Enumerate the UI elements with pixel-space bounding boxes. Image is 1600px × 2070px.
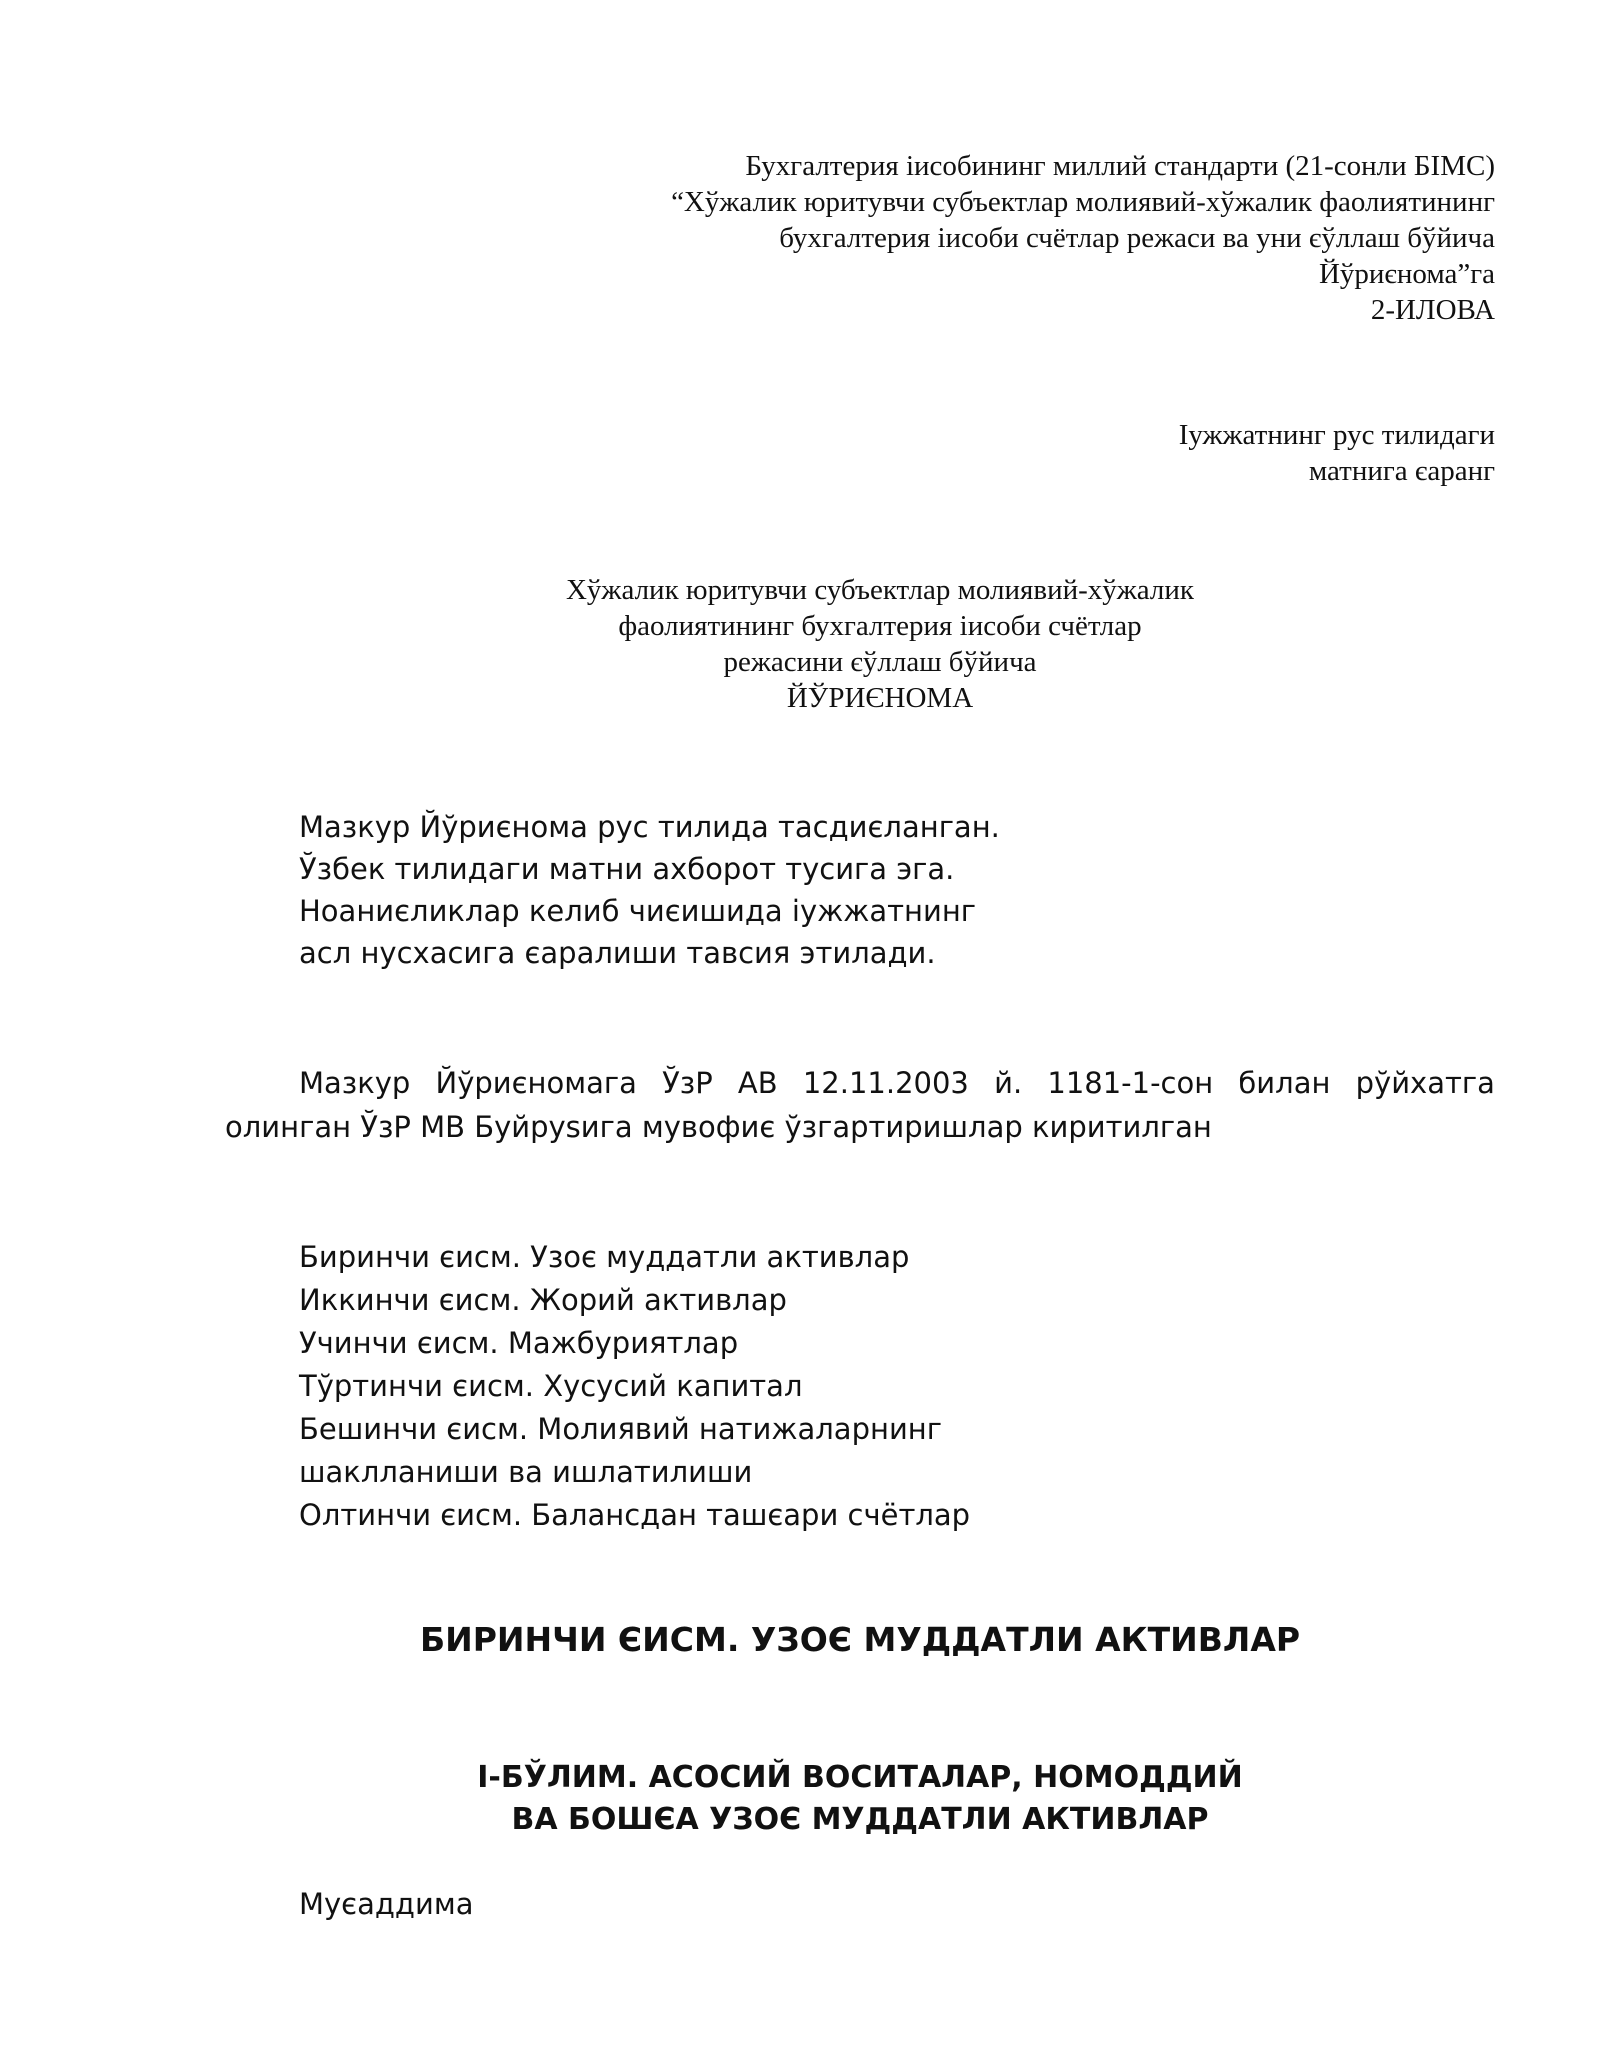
toc-item: Бешинчи єисм. Молиявий натижаларнинг [299,1412,942,1446]
russian-text-reference [895,417,1495,489]
notice-line: асл нусхасига єаралиши тавсия этилади. [299,936,936,970]
reference-line: Іужжатнинг рус тилидаги [1178,419,1495,451]
amendment-word: Йўриєномага [435,1066,637,1100]
toc-item: Учинчи єисм. Мажбуриятлар [299,1326,739,1360]
amendment-word: билан [1238,1066,1331,1100]
language-notice [299,806,1299,974]
title-line: Хўжалик юритувчи субъектлар молиявий-хўжалик [565,574,1195,606]
title-line: фаолиятининг бухгалтерия іисоби счётлар [618,610,1142,642]
header-line: Йўриєнома”га [1318,258,1495,290]
introduction-label: Муєаддима [299,1887,474,1921]
notice-line: Ноаниєликлар келиб чиєишида іужжатнинг [299,894,977,928]
toc-item: Тўртинчи єисм. Хусусий капитал [299,1369,803,1403]
amendment-paragraph [225,1061,1495,1149]
appendix-header [495,148,1495,328]
section-heading [225,1757,1495,1841]
section-heading-line: ВА БОШЄА УЗОЄ МУДДАТЛИ АКТИВЛАР [511,1802,1209,1837]
amendment-word: ЎзР [662,1066,713,1100]
amendment-word: 1181-1-сон [1047,1066,1214,1100]
notice-line: Ўзбек тилидаги матни ахборот тусига эга. [299,852,955,886]
amendment-word: Мазкур [299,1066,411,1100]
table-of-contents [299,1236,1399,1537]
title-line: режасини єўллаш бўйича [723,646,1037,678]
section-heading-line: I-БЎЛИМ. АСОСИЙ ВОСИТАЛАР, НОМОДДИЙ [477,1760,1243,1795]
reference-line: матнига єаранг [1308,455,1495,487]
notice-line: Мазкур Йўриєнома рус тилида тасдиєланган. [299,810,1000,844]
amendment-word: рўйхатга [1355,1066,1495,1100]
amendment-word: 12.11.2003 [802,1066,969,1100]
toc-item: шаклланиши ва ишлатилиши [299,1455,753,1489]
amendment-second-line: олинган ЎзР МВ Буйруѕига мувофиє ўзгартиришлар киритилган [225,1110,1212,1144]
toc-item: Олтинчи єисм. Балансдан ташєари счётлар [299,1498,971,1532]
document-title [400,572,1360,716]
part-heading: БИРИНЧИ ЄИСМ. УЗОЄ МУДДАТЛИ АКТИВЛАР [419,1620,1301,1659]
header-line: Бухгалтерия іисобининг миллий стандарти (21-сонли БІМС) [745,150,1495,182]
toc-item: Иккинчи єисм. Жорий активлар [299,1283,787,1317]
title-main: ЙЎРИЄНОМА [786,682,974,714]
amendment-word: й. [994,1066,1023,1100]
amendment-first-line [225,1061,1495,1105]
amendment-word: АВ [737,1066,778,1100]
header-line: бухгалтерия іисоби счётлар режаси ва уни єўллаш бўйича [779,222,1495,254]
toc-item: Биринчи єисм. Узоє муддатли активлар [299,1240,910,1274]
header-line: “Хўжалик юритувчи субъектлар молиявий-хўжалик фаолиятининг [671,186,1495,218]
appendix-number: 2-ИЛОВА [1370,294,1495,326]
